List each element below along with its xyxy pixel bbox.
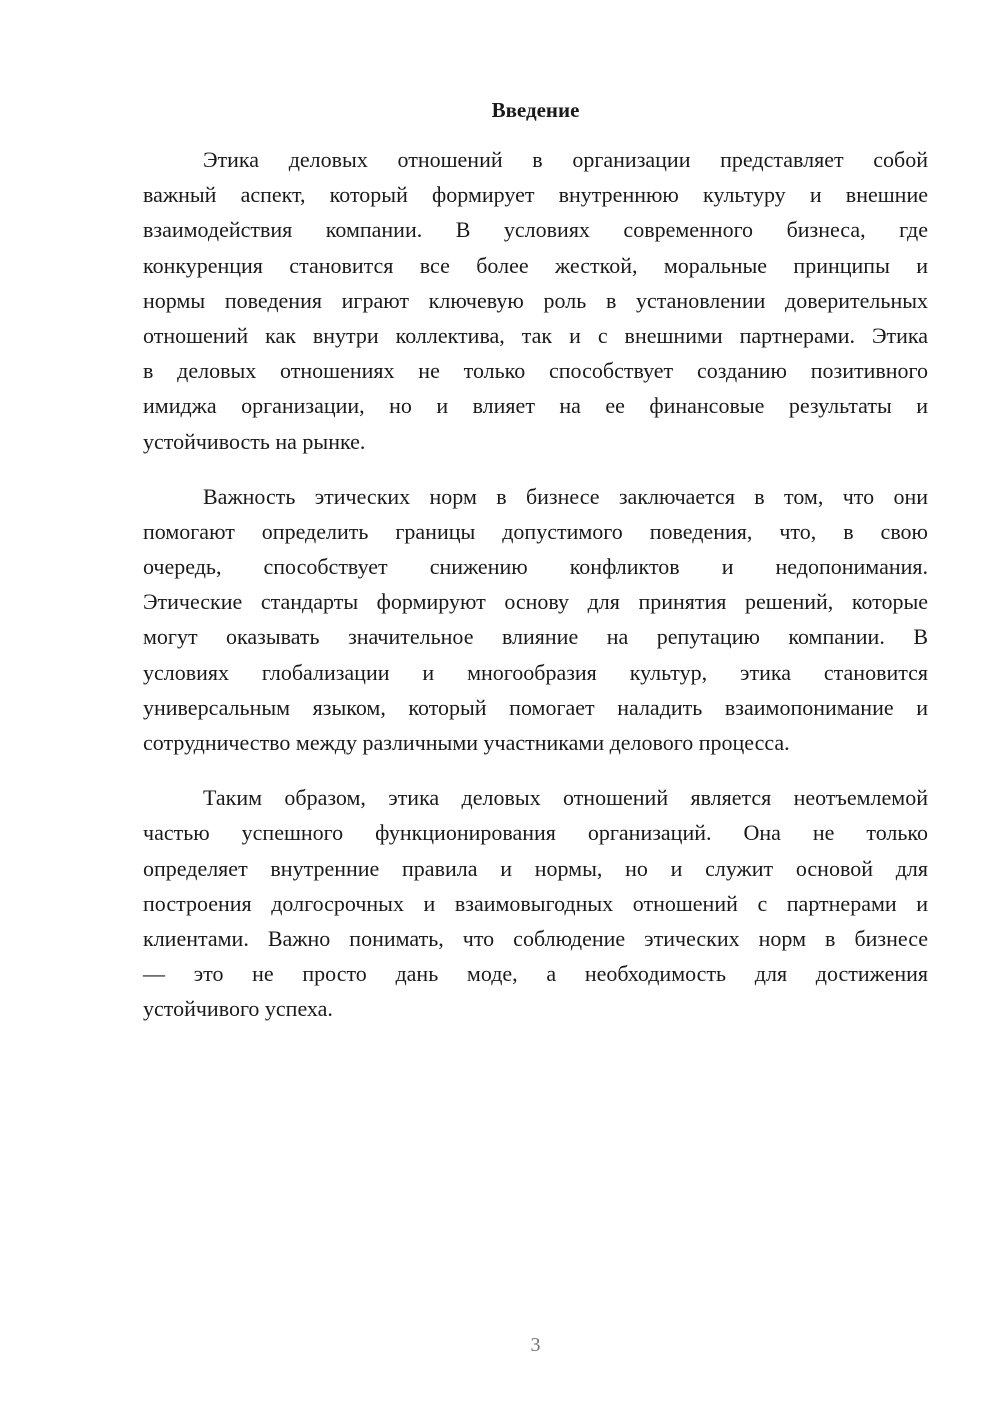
- text-line: сотрудничество между различными участниками делового процесса.: [143, 730, 790, 755]
- text-line: — это не просто дань моде, а необходимость для достижения: [143, 961, 928, 987]
- text-line: конкуренция становится все более жесткой, моральные принципы и: [143, 252, 928, 278]
- text-line: Этика деловых отношений в организации представляет собой: [203, 147, 928, 172]
- text-line: могут оказывать значительное влияние на репутацию компании. В: [143, 624, 928, 650]
- text-line: взаимодействия компании. В условиях современного бизнеса, где: [143, 217, 928, 243]
- text-line: нормы поведения играют ключевую роль в установлении доверительных: [143, 287, 928, 313]
- text-line: Важность этических норм в бизнесе заключается в том, что они: [203, 483, 928, 509]
- text-line: в деловых отношениях не только способствует созданию позитивного: [143, 358, 928, 384]
- text-line: очередь, способствует снижению конфликтов и недопонимания.: [143, 554, 928, 580]
- text-line: частью успешного функционирования организаций. Она не только: [143, 820, 928, 846]
- text-line: определяет внутренние правила и нормы, но и служит основой для: [143, 855, 928, 881]
- section-title: Введение: [491, 98, 580, 122]
- text-line: устойчивого успеха.: [143, 996, 333, 1022]
- text-line: устойчивость на рынке.: [143, 428, 366, 454]
- document-body: [143, 142, 928, 1047]
- paragraph: [143, 142, 928, 459]
- text-line: Таким образом, этика деловых отношений является неотъемлемой: [203, 785, 928, 811]
- text-line: помогают определить границы допустимого поведения, что, в свою: [143, 518, 928, 544]
- text-line: условиях глобализации и многообразия культур, этика становится: [143, 659, 928, 685]
- text-line: Этические стандарты формируют основу для принятия решений, которые: [143, 589, 928, 615]
- paragraph: [143, 479, 928, 761]
- text-line: отношений как внутри коллектива, так и с внешними партнерами. Этика: [143, 322, 928, 348]
- text-line: построения долгосрочных и взаимовыгодных отношений с партнерами и: [143, 890, 928, 916]
- page-number: 3: [530, 1334, 541, 1356]
- paragraph: [143, 780, 928, 1026]
- text-line: клиентами. Важно понимать, что соблюдение этических норм в бизнесе: [143, 925, 928, 951]
- text-line: важный аспект, который формирует внутреннюю культуру и внешние: [143, 182, 928, 208]
- text-line: имиджа организации, но и влияет на ее финансовые результаты и: [143, 393, 928, 419]
- text-line: универсальным языком, который помогает наладить взаимопонимание и: [143, 694, 928, 720]
